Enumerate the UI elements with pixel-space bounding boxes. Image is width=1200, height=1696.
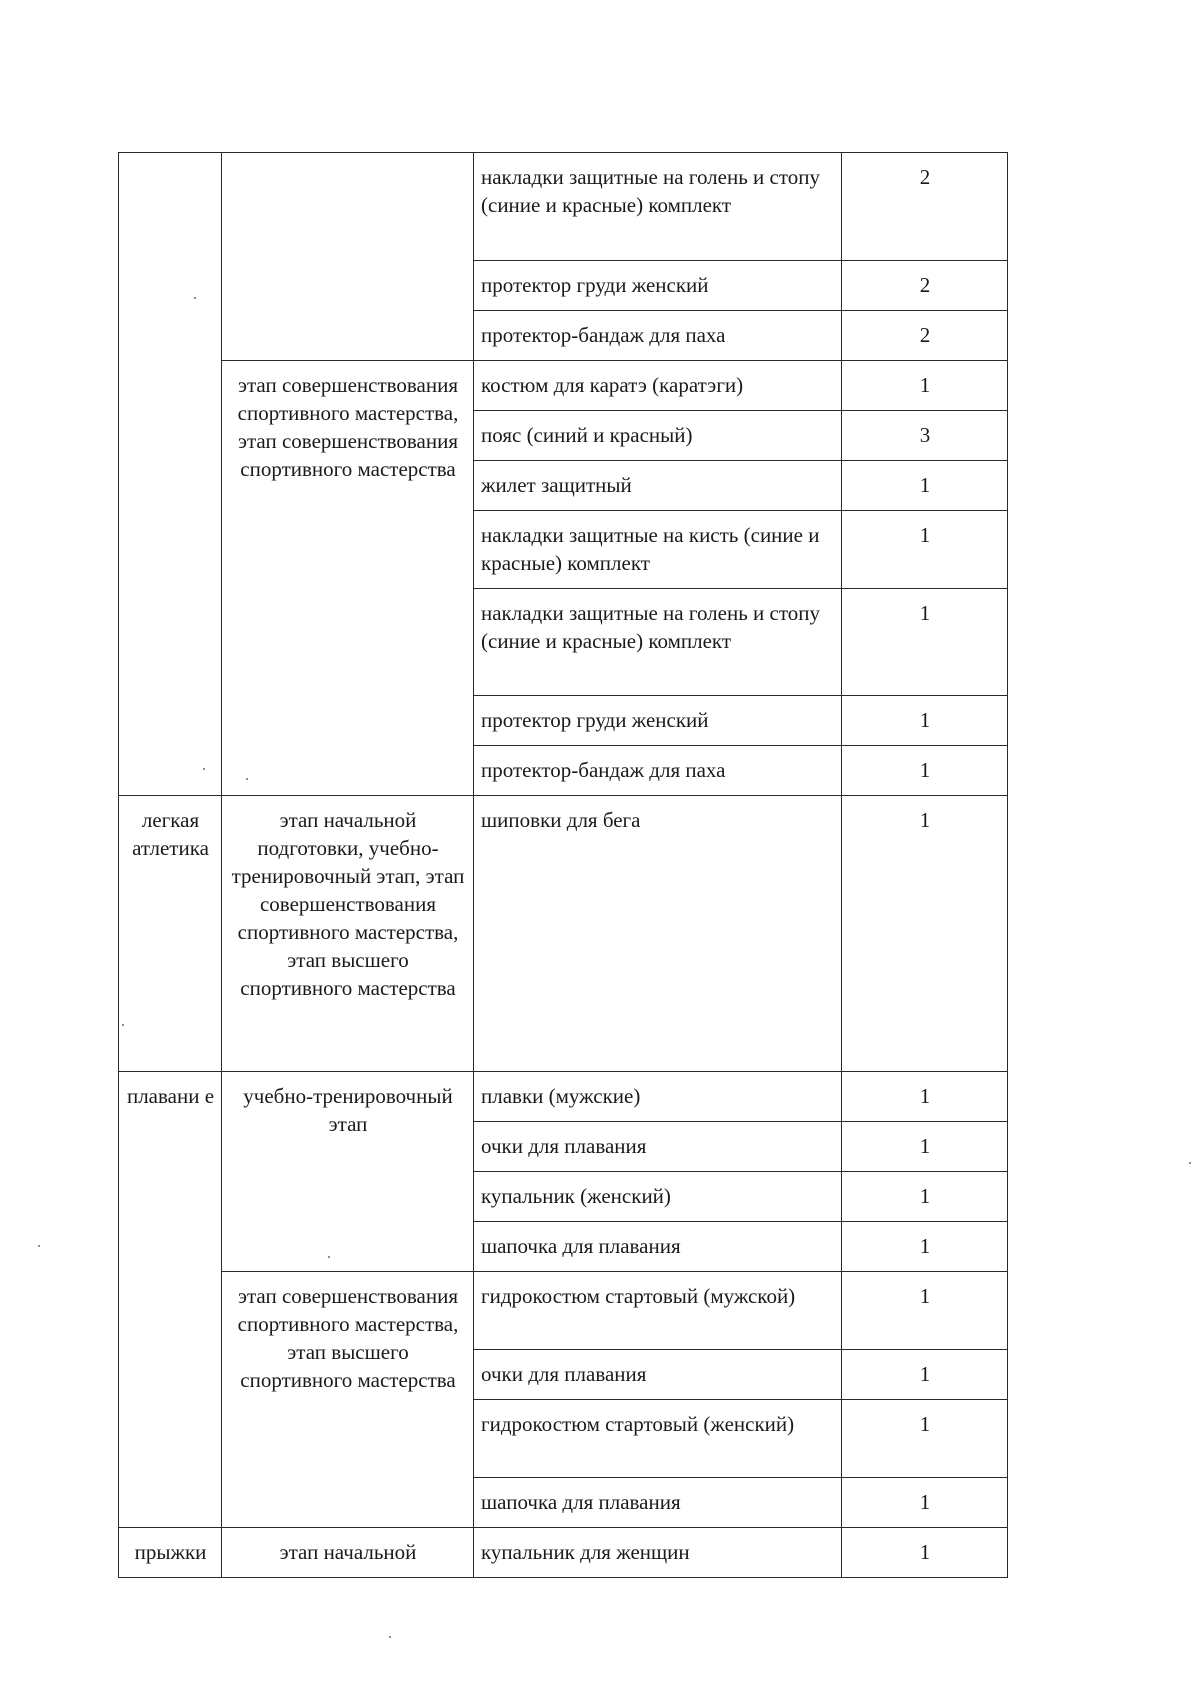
qty-cell: 1 (842, 1478, 1008, 1528)
table-row (119, 1272, 1008, 1350)
scan-speck (328, 1256, 330, 1258)
item-cell: очки для плавания (474, 1122, 842, 1172)
qty-cell: 1 (842, 796, 1008, 1072)
item-cell: протектор-бандаж для паха (474, 746, 842, 796)
scan-speck (203, 768, 205, 770)
equipment-table-body (119, 153, 1008, 1578)
item-cell: протектор груди женский (474, 696, 842, 746)
qty-cell: 1 (842, 1528, 1008, 1578)
qty-cell: 1 (842, 1222, 1008, 1272)
item-cell: гидрокостюм стартовый (мужской) (474, 1272, 842, 1350)
scan-speck (38, 1245, 40, 1247)
item-cell: гидрокостюм стартовый (женский) (474, 1400, 842, 1478)
item-cell: купальник (женский) (474, 1172, 842, 1222)
scan-speck (1189, 1162, 1191, 1164)
stage-cell (222, 153, 474, 361)
qty-cell: 1 (842, 1072, 1008, 1122)
qty-cell: 1 (842, 589, 1008, 696)
table-row (119, 796, 1008, 1072)
item-cell: жилет защитный (474, 461, 842, 511)
qty-cell: 1 (842, 1400, 1008, 1478)
item-cell: костюм для каратэ (каратэги) (474, 361, 842, 411)
qty-cell: 1 (842, 361, 1008, 411)
item-cell: протектор-бандаж для паха (474, 311, 842, 361)
sport-cell (119, 153, 222, 796)
table-row (119, 153, 1008, 261)
qty-cell: 1 (842, 696, 1008, 746)
table-row (119, 1528, 1008, 1578)
stage-cell: учебно-тренировочный этап (222, 1072, 474, 1272)
scan-speck (194, 297, 196, 299)
scan-speck (389, 1636, 391, 1638)
item-cell: очки для плавания (474, 1350, 842, 1400)
sport-cell: плавани е (119, 1072, 222, 1528)
sport-cell: легкая атлетика (119, 796, 222, 1072)
item-cell: шапочка для плавания (474, 1222, 842, 1272)
item-cell: протектор груди женский (474, 261, 842, 311)
item-cell: накладки защитные на голень и стопу (синие и красные) комплект (474, 153, 842, 261)
qty-cell: 1 (842, 1272, 1008, 1350)
item-cell: накладки защитные на кисть (синие и красные) комплект (474, 511, 842, 589)
qty-cell: 2 (842, 311, 1008, 361)
qty-cell: 2 (842, 261, 1008, 311)
qty-cell: 1 (842, 1350, 1008, 1400)
item-cell: шапочка для плавания (474, 1478, 842, 1528)
qty-cell: 1 (842, 1122, 1008, 1172)
stage-cell: этап начальной (222, 1528, 474, 1578)
item-cell: накладки защитные на голень и стопу (синие и красные) комплект (474, 589, 842, 696)
scan-speck (246, 778, 248, 780)
qty-cell: 1 (842, 461, 1008, 511)
table-row (119, 361, 1008, 411)
stage-cell: этап совершенствования спортивного мастерства, этап высшего спортивного мастерства (222, 1272, 474, 1528)
scan-speck (122, 1024, 124, 1026)
qty-cell: 1 (842, 1172, 1008, 1222)
item-cell: плавки (мужские) (474, 1072, 842, 1122)
item-cell: купальник для женщин (474, 1528, 842, 1578)
qty-cell: 1 (842, 511, 1008, 589)
item-cell: пояс (синий и красный) (474, 411, 842, 461)
item-cell: шиповки для бега (474, 796, 842, 1072)
qty-cell: 3 (842, 411, 1008, 461)
sport-cell: прыжки (119, 1528, 222, 1578)
table-row (119, 1072, 1008, 1122)
qty-cell: 2 (842, 153, 1008, 261)
equipment-table (118, 152, 1008, 1578)
qty-cell: 1 (842, 746, 1008, 796)
stage-cell: этап начальной подготовки, учебно-тренировочный этап, этап совершенствования спортивного мастерства, этап высшего спортивного мастерства (222, 796, 474, 1072)
stage-cell: этап совершенствования спортивного мастерства, этап совершенствования спортивного мастерства (222, 361, 474, 796)
